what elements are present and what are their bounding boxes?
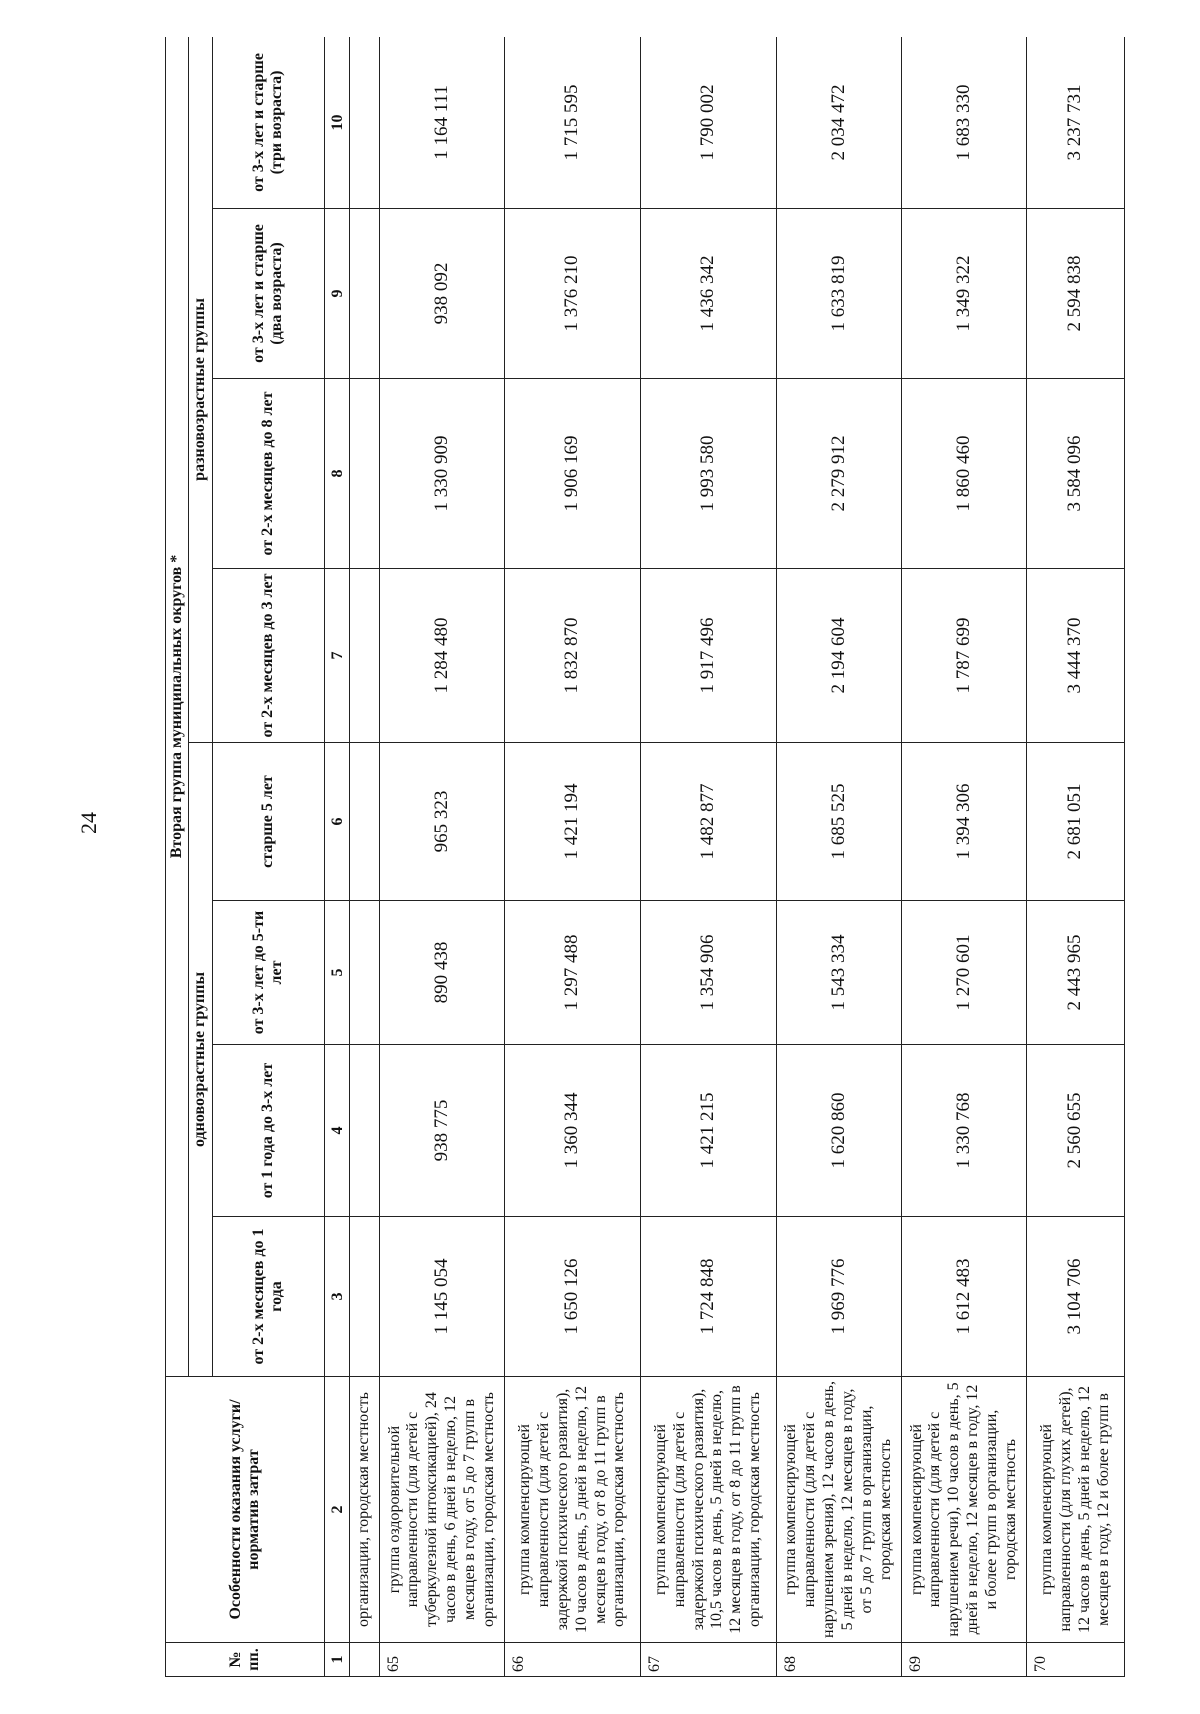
row-value: 1 993 580 [641,379,777,569]
table-row [641,37,777,1677]
rotated-landscape-table [165,37,1125,1677]
row-description: группа компенсирующей направленности (для глухих детей), 12 часов в день, 5 дней в неделю, 12 месяцев в году, 12 и более групп в [1027,1377,1125,1643]
row-value: 2 560 655 [1027,1045,1125,1217]
col-index: 5 [324,901,350,1045]
row-value: 1 360 344 [505,1045,641,1217]
col-index: 7 [324,569,350,743]
row-description: группа компенсирующей направленности (для детей с нарушением речи), 10 часов в день, 5 дней в неделю, 12 месяцев в году, 12 и более групп в организации, городская местность [902,1377,1027,1643]
row-value: 2 034 472 [776,37,901,209]
row-value: 1 633 819 [776,209,901,379]
row-number: 68 [776,1643,901,1677]
col-index: 10 [324,37,350,209]
row-value: 1 421 194 [505,743,641,901]
row-number: 67 [641,1643,777,1677]
header-col-4: от 1 года до 3-х лет [212,1045,324,1217]
row-value: 1 330 768 [902,1045,1027,1217]
row-value: 938 775 [380,1045,505,1217]
row-value: 1 860 460 [902,379,1027,569]
row-value: 3 237 731 [1027,37,1125,209]
row-value: 1 685 525 [776,743,901,901]
row-value: 1 349 322 [902,209,1027,379]
row-value: 1 612 483 [902,1217,1027,1377]
row-value: 1 421 215 [641,1045,777,1217]
row-description: группа компенсирующей направленности (для детей с задержкой психического развития), 10 часов в день, 5 дней в неделю, 12 месяцев в году, от 8 до 11 групп в организации, городская местность [505,1377,641,1643]
header-col-7: от 2-х месяцев до 3 лет [212,569,324,743]
row-value: 1 683 330 [902,37,1027,209]
header-col-5: от 3-х лет до 5-ти лет [212,901,324,1045]
row-value: 2 681 051 [1027,743,1125,901]
row-number: 70 [1027,1643,1125,1677]
header-col-3: от 2-х месяцев до 1 года [212,1217,324,1377]
row-value: 3 444 370 [1027,569,1125,743]
column-index-row [324,37,350,1677]
row-value: 1 284 480 [380,569,505,743]
header-mixed-age: разновозрастные группы [189,37,212,743]
row-value: 1 394 306 [902,743,1027,901]
page-number: 24 [76,812,101,834]
table-row [902,37,1027,1677]
header-group-title: Вторая группа муниципальных округов * [166,37,189,1377]
row-value: 938 092 [380,209,505,379]
row-value: 1 376 210 [505,209,641,379]
table-container [165,37,1125,1677]
header-col-8: от 2-х месяцев до 8 лет [212,379,324,569]
row-value: 1 715 595 [505,37,641,209]
row-value: 1 969 776 [776,1217,901,1377]
table-row [1027,37,1125,1677]
row-value: 3 104 706 [1027,1217,1125,1377]
row-value: 1 917 496 [641,569,777,743]
row-value: 2 194 604 [776,569,901,743]
table-row [505,37,641,1677]
cost-norms-table [165,37,1125,1677]
continuation-text: организации, городская местность [350,1377,380,1643]
col-index: 1 [324,1643,350,1677]
row-value: 1 482 877 [641,743,777,901]
row-value: 2 594 838 [1027,209,1125,379]
row-value: 1 906 169 [505,379,641,569]
row-number: 65 [380,1643,505,1677]
row-value: 1 620 860 [776,1045,901,1217]
row-value: 1 790 002 [641,37,777,209]
table-row [776,37,901,1677]
row-value: 1 543 334 [776,901,901,1045]
row-value: 2 443 965 [1027,901,1125,1045]
continuation-num [350,1643,380,1677]
header-col-6: старше 5 лет [212,743,324,901]
table-row [380,37,505,1677]
row-value: 2 279 912 [776,379,901,569]
row-value: 965 323 [380,743,505,901]
col-index: 2 [324,1377,350,1643]
header-col-9: от 3-х лет и старше (два возраста) [212,209,324,379]
col-index: 4 [324,1045,350,1217]
row-value: 1 330 909 [380,379,505,569]
header-description: Особенности оказания услуги/норматив затрат [166,1377,325,1643]
row-number: 66 [505,1643,641,1677]
header-col-10: от 3-х лет и старше (три возраста) [212,37,324,209]
row-value: 1 650 126 [505,1217,641,1377]
continuation-row [350,37,380,1677]
row-description: группа компенсирующей направленности (для детей с задержкой психического развития), 10,5 часов в день, 5 дней в неделю, 12 месяцев в году, от 8 до 11 групп в организации, городская местность [641,1377,777,1643]
row-value: 1 832 870 [505,569,641,743]
col-index: 8 [324,379,350,569]
col-index: 9 [324,209,350,379]
col-index: 3 [324,1217,350,1377]
row-number: 69 [902,1643,1027,1677]
header-num: № пп. [166,1643,325,1677]
row-description: группа компенсирующей направленности (для детей с нарушением зрения), 12 часов в день, 5 дней в неделю, 12 месяцев в году, от 5 до 7 групп в организации, городская местность [776,1377,901,1643]
row-value: 1 145 054 [380,1217,505,1377]
row-value: 1 297 488 [505,901,641,1045]
row-value: 1 787 699 [902,569,1027,743]
header-single-age: одновозрастные группы [189,743,212,1377]
row-value: 3 584 096 [1027,379,1125,569]
row-value: 1 436 342 [641,209,777,379]
row-value: 1 354 906 [641,901,777,1045]
row-value: 1 724 848 [641,1217,777,1377]
row-value: 1 270 601 [902,901,1027,1045]
row-value: 890 438 [380,901,505,1045]
row-value: 1 164 111 [380,37,505,209]
col-index: 6 [324,743,350,901]
row-description: группа оздоровительной направленности (для детей с туберкулезной интоксикацией), 24 часов в день, 6 дней в неделю, 12 месяцев в году, от 5 до 7 групп в организации, городская местность [380,1377,505,1643]
